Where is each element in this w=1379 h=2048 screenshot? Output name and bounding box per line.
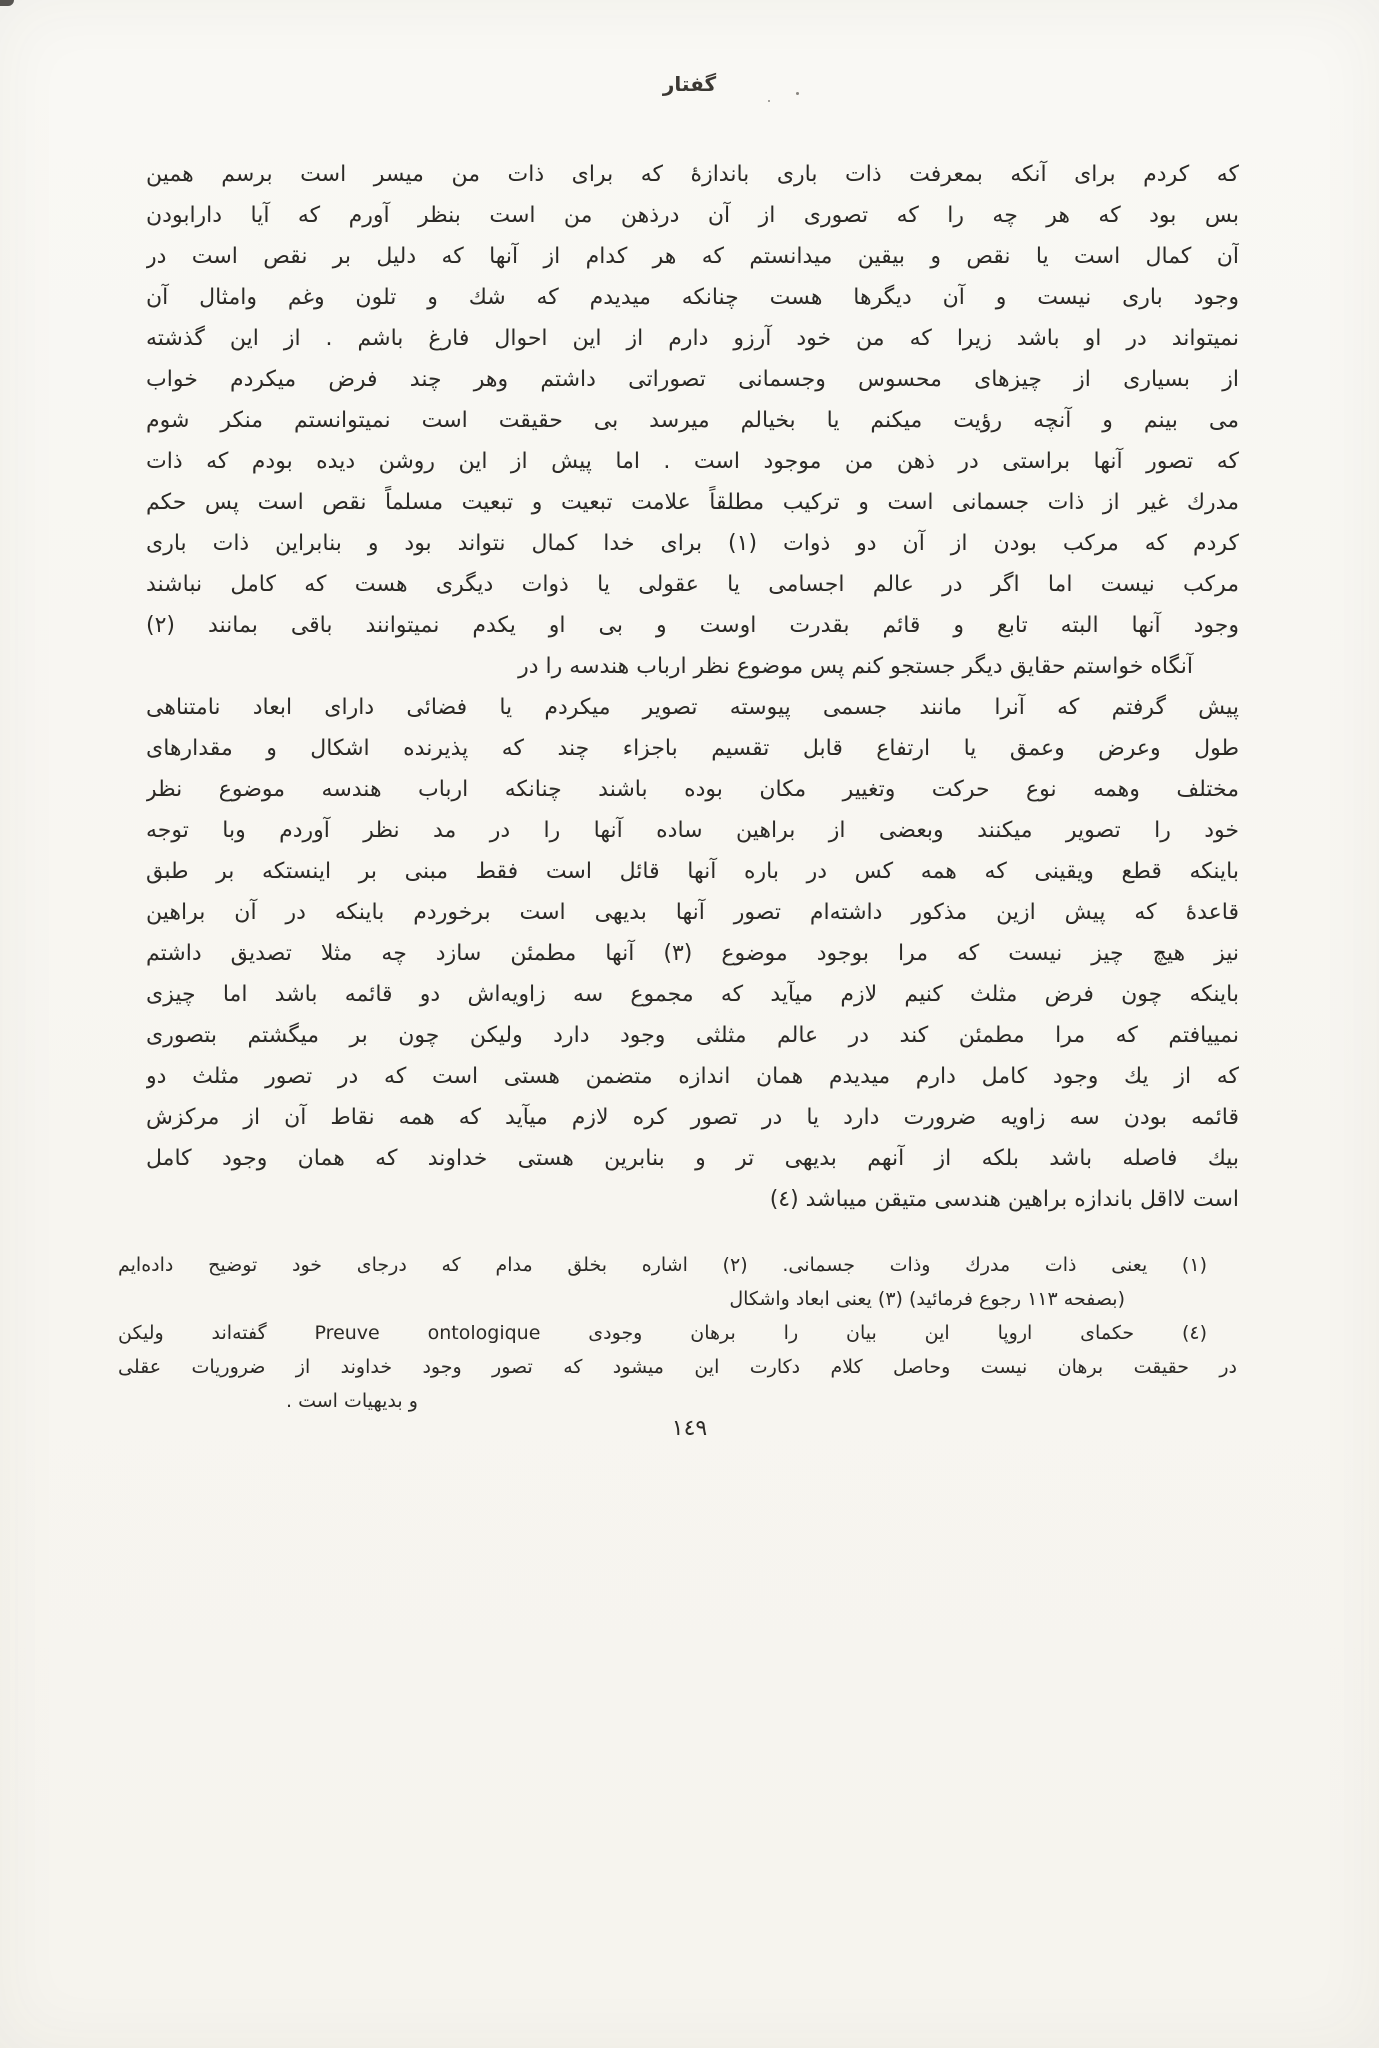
body-line: که کردم برای آنکه بمعرفت ذات باری باندازهٔ که برای ذات من میسر است برسم همین [146, 162, 1239, 187]
body-line: است لااقل باندازه براهین هندسی متیقن میباشد (٤) [769, 1187, 1239, 1212]
body-line: مرکب نیست اما اگر در عالم اجسامی یا عقولی یا ذوات دیگری هست که کامل نباشند [146, 572, 1239, 597]
page-number: ۱٤۹ [671, 1416, 708, 1441]
body-line: وجود آنها البته تابع و قائم بقدرت اوست و بی او یکدم نمیتوانند باقی بمانند (۲) [146, 613, 1239, 638]
body-line: که تصور آنها براستی در ذهن من موجود است . اما پیش از این روشن دیده بودم که ذات [146, 449, 1239, 474]
body-line: طول وعرض وعمق یا ارتفاع قابل تقسیم باجزاء چند که پذیرنده اشکال و مقدارهای [146, 736, 1239, 761]
footnote-line: در حقیقت برهان نیست وحاصل کلام دکارت این میشود که تصور وجود خداوند از ضروریات عقلی [118, 1356, 1237, 1378]
scan-speckle [768, 100, 770, 102]
running-header: گفتار [662, 72, 717, 96]
footnote-line: (بصفحه ۱۱۳ رجوع فرمائید) (۳) یعنی ابعاد واشکال [729, 1288, 1125, 1310]
body-line: قاعدهٔ که پیش ازین مذکور داشته‌ام تصور آنها بدیهی است برخوردم باینکه در آن براهین [146, 900, 1239, 925]
body-line: پیش گرفتم که آنرا مانند جسمی پیوسته تصویر میکردم یا فضائی دارای ابعاد نامتناهی [146, 695, 1239, 720]
body-line: خود را تصویر میکنند وبعضی از براهین ساده آنها را در مد نظر آوردم وبا توجه [146, 818, 1239, 843]
body-line: که از یك وجود کامل دارم میدیدم همان اندازه متضمن هستی است که در تصور مثلث دو [146, 1064, 1239, 1089]
body-line: مختلف وهمه نوع حرکت وتغییر مکان بوده باشند چنانکه ارباب هندسه موضوع نظر [146, 777, 1239, 802]
footnote-line: (۱) یعنی ذات مدرك وذات جسمانی. (۲) اشاره بخلق مدام که درجای خود توضیح داده‌ایم [118, 1254, 1207, 1276]
body-line: آن کمال است یا نقص و بیقین میدانستم که هر کدام از آنها که دلیل بر نقص است در [146, 244, 1239, 269]
body-line: بیك فاصله باشد بلکه از آنهم بدیهی تر و بنابرین هستی خداوند که همان وجود کامل [146, 1146, 1239, 1171]
body-line: نمییافتم که مرا مطمئن کند در عالم مثلثی وجود دارد ولیکن چون بر میگشتم بتصوری [146, 1023, 1239, 1048]
body-line: آنگاه خواستم حقایق دیگر جستجو کنم پس موضوع نظر ارباب هندسه را در [518, 654, 1193, 679]
body-line: باینکه قطع ویقینی که همه کس در باره آنها قائل است فقط مبنی بر اینستکه بر طبق [146, 859, 1239, 884]
body-line: باینکه چون فرض مثلث کنیم لازم میآید که مجموع سه زاویه‌اش دو قائمه باشد اما چیزی [146, 982, 1239, 1007]
body-line: کردم که مرکب بودن از آن دو ذوات (۱) برای خدا کمال نتواند بود و بنابراین ذات باری [146, 531, 1239, 556]
body-line: قائمه بودن سه زاویه ضرورت دارد یا در تصور کره لازم میآید که همه نقاط آن از مرکزش [146, 1105, 1239, 1130]
body-line: نیز هیچ چیز نیست که مرا بوجود موضوع (۳) آنها مطمئن سازد چه مثلا تصدیق داشتم [146, 941, 1239, 966]
body-line: مدرك غیر از ذات جسمانی است و ترکیب مطلقاً علامت تبعیت و تبعیت مسلماً نقص است پس حکم [146, 490, 1239, 515]
footnote-line: (٤) حکمای اروپا این بیان را برهان وجودی Preuve ontologique گفته‌اند ولیکن [118, 1322, 1207, 1344]
scan-artifact-corner [0, 0, 14, 6]
body-line: بس بود که هر چه را که تصوری از آن درذهن من است بنظر آورم که آیا دارابودن [146, 203, 1239, 228]
footnotes [118, 1248, 1237, 1418]
body-line: نمیتواند در او باشد زیرا که من خود آرزو دارم از این احوال فارغ باشم . از این گذشته [146, 326, 1239, 351]
body-line: از بسیاری از چیزهای محسوس وجسمانی تصوراتی داشتم وهر چند فرض میکردم خواب [146, 367, 1239, 392]
footnote-line: و بدیهیات است . [286, 1390, 418, 1412]
body-text [146, 154, 1239, 1220]
body-line: وجود باری نیست و آن دیگرها هست چنانکه میدیدم که شك و تلون وغم وامثال آن [146, 285, 1239, 310]
body-line: می بینم و آنچه رؤیت میکنم یا بخیالم میرسد بی حقیقت است نمیتوانستم منکر شوم [146, 408, 1239, 433]
